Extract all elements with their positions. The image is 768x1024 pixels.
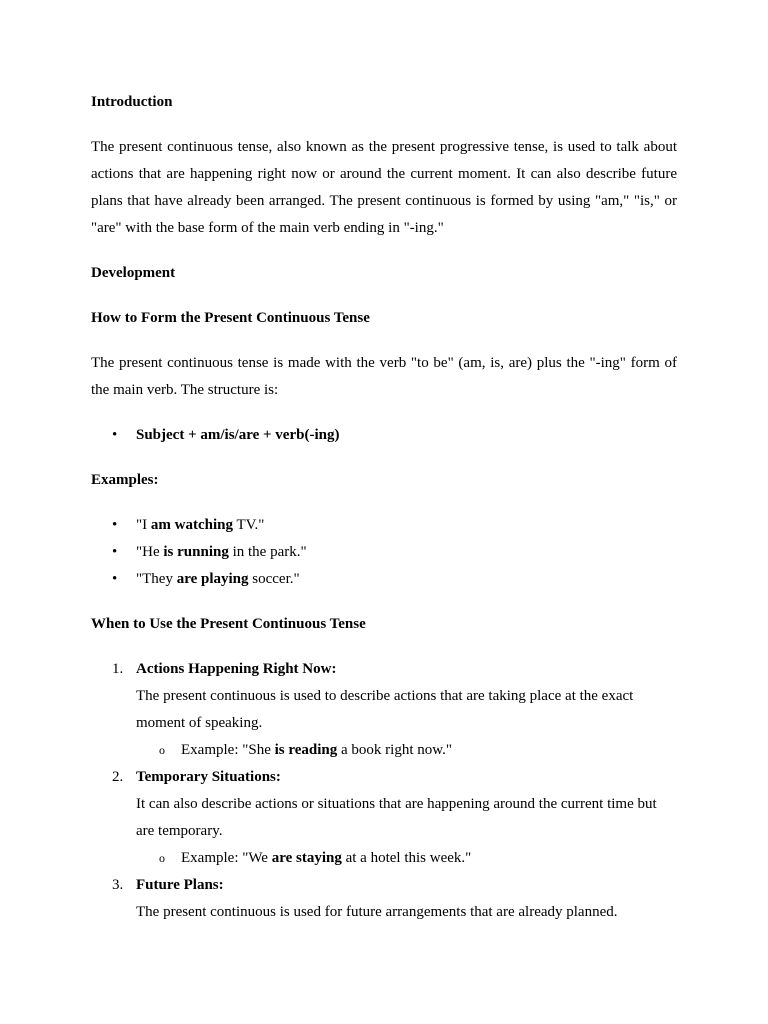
list-number: 3. — [112, 877, 124, 893]
list-number: 2. — [112, 769, 124, 785]
example-text: Example: "She — [181, 742, 275, 758]
bullet-marker: • — [112, 571, 118, 587]
example-verb: is reading — [274, 742, 338, 758]
structure-formula: Subject + am/is/are + verb(-ing) — [136, 427, 340, 443]
uses-numbered-list — [91, 656, 677, 926]
form-paragraph: The present continuous tense is made with the verb "to be" (am, is, are) plus the "-ing" form of the main verb. The structure is: — [91, 355, 677, 398]
examples-heading: Examples: — [91, 472, 159, 488]
use-description: The present continuous is used to describe actions that are taking place at the exact moment of speaking. — [136, 688, 634, 731]
example-text: "They — [136, 571, 177, 587]
examples-list — [91, 512, 677, 593]
list-item — [91, 512, 677, 539]
bullet-marker: • — [112, 517, 118, 533]
example-text: "He — [136, 544, 164, 560]
document-body — [91, 89, 677, 926]
sub-bullet-marker: o — [159, 851, 165, 865]
list-item — [91, 764, 677, 791]
list-number: 1. — [112, 661, 124, 677]
section-heading-development: Development — [91, 265, 176, 281]
example-text: Example: "We — [181, 850, 272, 866]
example-text: TV." — [232, 517, 265, 533]
sub-list-item — [91, 737, 677, 764]
sub-list-item — [91, 845, 677, 872]
list-item — [91, 872, 677, 899]
example-text: at a hotel this week." — [341, 850, 472, 866]
bullet-marker: • — [112, 427, 118, 443]
list-item — [91, 656, 677, 683]
example-verb: are staying — [271, 850, 342, 866]
structure-bullet-item — [91, 422, 677, 449]
list-item — [91, 539, 677, 566]
example-verb: am watching — [150, 517, 233, 533]
use-description: The present continuous is used for future arrangements that are already planned. — [136, 904, 618, 920]
intro-paragraph: The present continuous tense, also known as the present progressive tense, is used to talk about actions that are happening right now or around the current moment. It can also describe future plans that have already been arranged. The present continuous is formed by using "am," "is," or "are" with the base form of the main verb ending in "-ing." — [91, 139, 677, 236]
section-heading-introduction: Introduction — [91, 94, 173, 110]
example-text: "I — [136, 517, 151, 533]
subheading-when-to-use: When to Use the Present Continuous Tense — [91, 616, 366, 632]
example-verb: are playing — [176, 571, 249, 587]
use-title: Future Plans: — [136, 877, 224, 893]
example-text: a book right now." — [337, 742, 452, 758]
use-title: Temporary Situations: — [136, 769, 281, 785]
use-description: It can also describe actions or situations that are happening around the current time but are temporary. — [136, 796, 657, 839]
sub-bullet-marker: o — [159, 743, 165, 757]
bullet-marker: • — [112, 544, 118, 560]
use-title: Actions Happening Right Now: — [136, 661, 337, 677]
list-item — [91, 566, 677, 593]
example-verb: is running — [163, 544, 229, 560]
subheading-how-to-form: How to Form the Present Continuous Tense — [91, 310, 370, 326]
example-text: soccer." — [248, 571, 300, 587]
example-text: in the park." — [228, 544, 307, 560]
